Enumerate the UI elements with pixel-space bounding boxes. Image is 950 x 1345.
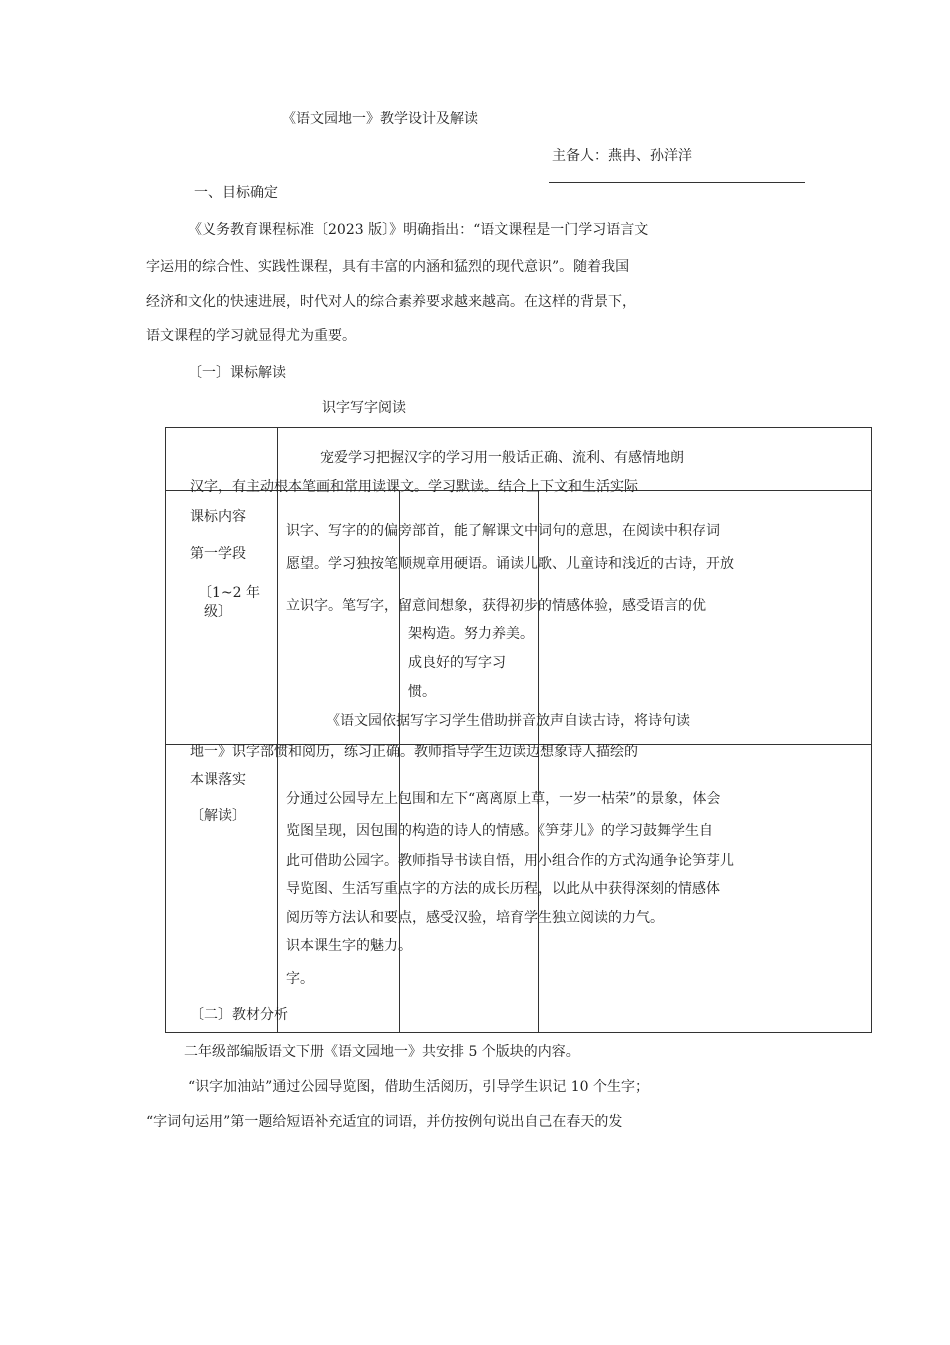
analysis-line: 二年级部编版语文下册《语文园地一》共安排 5 个版块的内容。: [184, 1044, 580, 1060]
table-cell-text: 地一》识字部惯和阅历，练习正确。教师指导学生边读边想象诗人描绘的: [190, 744, 638, 760]
section-heading: 一、目标确定: [194, 185, 278, 201]
table-row-label: 〔1~2 年: [198, 585, 260, 601]
table-cell-text: 阅历等方法认和要点，感受汉验，培育学生独立阅读的力气。: [286, 910, 664, 926]
table-cell-text: 成良好的写字习: [408, 655, 506, 671]
intro-line: 经济和文化的快速进展，时代对人的综合素养要求越来越高。在这样的背景下，: [146, 294, 636, 310]
table-cell-text: 识字、写字的的偏旁部首，能了解课文中词句的意思，在阅读中积存词: [286, 523, 720, 539]
table-cell-text: 宠爱学习把握汉字的学习用一般话正确、流利、有感情地朗: [320, 450, 684, 466]
analysis-line: “字词句运用”第一题给短语补充适宜的词语，并仿按例句说出自己在春天的发: [146, 1114, 623, 1130]
table-cell-text: 识本课生字的魅力。: [286, 938, 412, 954]
table-border-left: [165, 427, 166, 1033]
table-cell-text: 愿望。学习独按笔顺规章用硬语。诵读儿歌、儿童诗和浅近的古诗，开放: [286, 556, 734, 572]
table-cell-text: 惯。: [408, 684, 436, 700]
table-row-label: 级〕: [204, 604, 232, 620]
subsection-heading: 〔一〕课标解读: [188, 365, 286, 381]
table-row-label: 课标内容: [190, 509, 246, 525]
table-cell-text: 此可借助公园字。教师指导书读自悟，用小组合作的方式沟通争论笋芽儿: [286, 853, 734, 869]
table-border-right: [871, 427, 872, 1033]
table-border-bottom: [165, 1032, 872, 1033]
author-underline: [549, 182, 805, 183]
table-caption: 识字写字阅读: [322, 400, 406, 416]
table-row-label: 本课落实: [190, 772, 246, 788]
table-cell-text: 览图呈现，因包围的构造的诗人的情感。《笋芽儿》的学习鼓舞学生自: [286, 823, 713, 839]
table-cell-text: 分通过公园导左上包围和左下“离离原上草，一岁一枯荣”的景象，体会: [286, 791, 721, 807]
analysis-line: “识字加油站”通过公园导览图，借助生活阅历，引导学生识记 10 个生字；: [188, 1079, 650, 1095]
table-cell-text: 导览图、生活写重点字的方法的成长历程，以此从中获得深刻的情感体: [286, 881, 720, 897]
table-cell-text: 汉字，有主动根本笔画和常用读课文。学习默读。结合上下文和生活实际: [190, 479, 638, 495]
table-cell-text: 架构造。努力养美。: [408, 626, 534, 642]
table-col-divider: [277, 427, 278, 1033]
author-line: 主备人：燕冉、孙洋洋: [552, 148, 692, 164]
table-row-label: 〔解读〕: [190, 808, 246, 824]
intro-line: 《义务教育课程标准〔2023 版〕》明确指出：“语文课程是一门学习语言文: [188, 222, 649, 238]
table-cell-text: 《语文园依据写字习学生借助拼音放声自读古诗，将诗句读: [326, 713, 690, 729]
document-title: 《语文园地一》教学设计及解读: [282, 111, 478, 127]
subsection-heading: 〔二〕教材分析: [190, 1007, 288, 1023]
intro-line: 字运用的综合性、实践性课程，具有丰富的内涵和猛烈的现代意识”。随着我国: [146, 259, 630, 275]
intro-line: 语文课程的学习就显得尤为重要。: [146, 328, 356, 344]
table-border-top: [165, 427, 872, 428]
table-cell-text: 字。: [286, 971, 314, 987]
table-row-label: 第一学段: [190, 546, 246, 562]
table-cell-text: 立识字。笔写字，留意间想象，获得初步的情感体验，感受语言的优: [286, 598, 706, 614]
